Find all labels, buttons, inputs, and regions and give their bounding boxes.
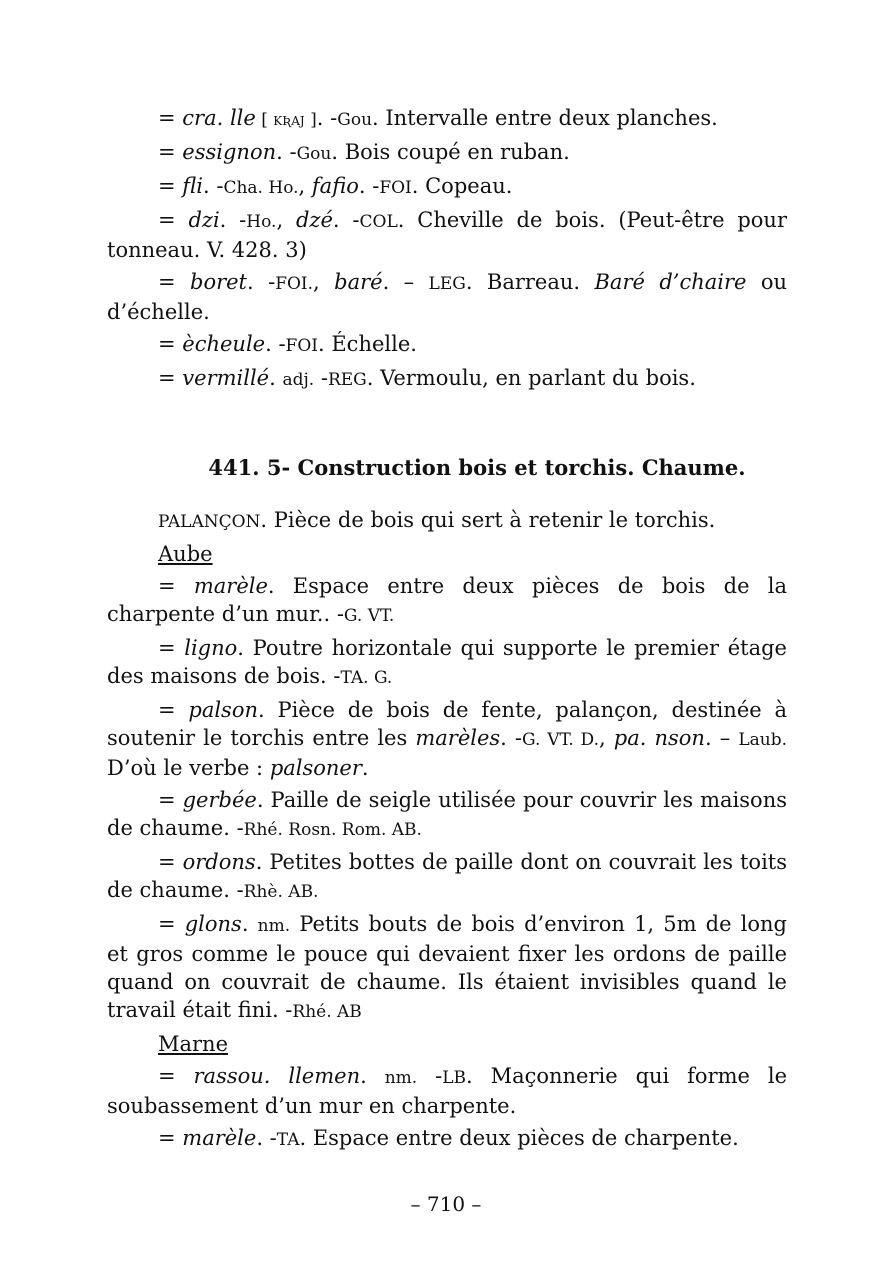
locality: COL [359,212,398,232]
headword: boret [190,270,247,294]
eq-sign: = [158,574,194,598]
entry-boret [107,268,787,326]
definition: . Cheville de bois. (Peut-être pour tonneau. V. 428. 3) [107,208,788,262]
locality: REG [327,370,367,390]
grammar-tag: adj. [282,370,315,390]
headword-variant: dzé [295,208,333,232]
eq-sign: = [158,636,185,660]
locality: FOI [379,178,412,198]
headword: ordons [182,850,256,874]
phon-open: [ [255,110,274,130]
locality: Gou [337,110,373,130]
headword: ècheule [182,332,266,356]
locality: LB [442,1068,466,1088]
locality: Rhé. Rosn. Rom. AB. [243,820,422,840]
eq-sign: = [158,270,190,294]
eq-sign: = [158,698,189,722]
definition: D’où le verbe : [107,756,270,780]
entry-marele-marne [107,1124,787,1154]
locality: TA. G. [340,668,393,688]
headword: cra. lle [182,106,256,130]
entry-glons [107,910,787,1026]
sep: . - [219,208,247,232]
region-heading-marne [107,1030,787,1058]
entry-gerbee [107,786,787,844]
entry-marele [107,572,787,630]
locality: Ho. [246,212,277,232]
entry-vermille [107,364,787,394]
term: PALANÇON [158,512,261,532]
sep: - [314,366,328,390]
locality: LEG [428,274,466,294]
phonetic: kʀaj [273,110,305,130]
sep: . [361,756,369,780]
eq-sign: = [158,1126,183,1150]
sep: . [360,1064,385,1088]
eq-sign: = [158,332,183,356]
eq-sign: = [158,850,183,874]
headword: glons [184,912,242,936]
headword-variant: baré [334,270,383,294]
definition: ou d’échelle. [107,270,788,324]
definition: . Échelle. [318,332,417,356]
sep: . - [316,106,338,130]
headword: ligno [184,636,238,660]
entry-ordons [107,848,787,906]
verb: palsoner [269,756,362,780]
sep: . [269,366,283,390]
sep: . [241,912,258,936]
locality: G. VT. [343,606,395,626]
entry-fli [107,172,787,202]
locality: Cha. Ho. [223,178,299,198]
sep: . – [382,270,429,294]
headword: rassou. llemen [193,1064,361,1088]
entry-rassoullemen [107,1062,787,1120]
sep: . - [276,140,297,164]
entry-palancon [107,506,787,536]
sep: . - [203,174,224,198]
headword: marèle [182,1126,257,1150]
locality: Gou [296,144,332,164]
page-number: – 710 – [410,1192,482,1216]
locality: FOI [285,336,318,356]
region-heading-aube [107,540,787,568]
headword-variant: fafio [311,174,359,198]
headword: vermillé [182,366,270,390]
sep: . - [358,174,380,198]
sep: . - [256,1126,277,1150]
page-body [107,104,787,1154]
eq-sign: = [158,106,183,130]
definition: . Espace entre deux pièces de bois de la charpente d’un mur.. - [107,574,787,626]
definition: . Poutre horizontale qui supporte le premier étage des maisons de bois. - [107,636,787,688]
eq-sign: = [158,788,183,812]
eq-sign: = [158,208,189,232]
locality: Laub. [738,730,787,750]
entry-cra-lle [107,104,787,134]
sep: . - [500,726,523,750]
definition: . Espace entre deux pièces de charpente. [299,1126,739,1150]
region-label: Aube [158,542,213,566]
region-label: Marne [158,1032,229,1056]
eq-sign: = [158,174,183,198]
sep: , [298,174,312,198]
sep: , [599,726,614,750]
phrase: Baré d’chaire [594,270,747,294]
phon-close: ] [304,110,317,130]
sep: . - [247,270,276,294]
definition: . Paille de seigle utilisée pour couvrir les maisons de chaume. - [107,788,787,840]
locality: Rhé. AB [292,1002,362,1022]
definition: . Pièce de bois qui sert à retenir le torchis. [260,508,716,532]
sep: . - [265,332,286,356]
headword: fli [182,174,204,198]
headword: palson [188,698,258,722]
definition: . Maçonnerie qui forme le soubassement d’un mur en charpente. [107,1064,788,1118]
locality: TA [276,1130,300,1150]
definition: . Pièce de bois de fente, palançon, destinée à soutenir le torchis entre les [107,698,787,750]
entry-ligno [107,634,787,692]
headword: marèle [193,574,268,598]
locality: FOI. [275,274,314,294]
locality: G. VT. D. [522,730,599,750]
headword: dzi [188,208,220,232]
definition: Petits bouts de bois d’environ 1, 5m de long et gros comme le pouce qui devaient fixer les ordons de paille quand on couvrait de chaume. Ils étaient invisibles quand le travail était fini. - [107,912,787,1022]
definition: . Intervalle entre deux planches. [372,106,718,130]
sep: . – [704,726,739,750]
definition: . Vermoulu, en parlant du bois. [366,366,696,390]
section-heading: 441. 5- Construction bois et torchis. Chaume. [208,455,746,480]
locality: Rhè. AB. [243,882,319,902]
entry-echeule [107,330,787,360]
sep: , [313,270,335,294]
headword-variant: pa. nson [613,726,705,750]
grammar-tag: nm. [384,1068,418,1088]
eq-sign: = [158,366,183,390]
sep: - [417,1064,443,1088]
cross-reference: marèles [415,726,501,750]
sep: . - [332,208,360,232]
definition: . Copeau. [411,174,513,198]
eq-sign: = [158,140,183,164]
definition: . Petites bottes de paille dont on couvrait les toits de chaume. - [107,850,788,902]
definition: . Barreau. [465,270,595,294]
definition: . Bois coupé en ruban. [331,140,570,164]
headword: gerbée [182,788,257,812]
headword: essignon [182,140,277,164]
grammar-tag: nm. [257,916,291,936]
entry-palson [107,696,787,782]
eq-sign: = [158,912,185,936]
entry-essignon [107,138,787,168]
entry-dzi [107,206,787,264]
sep: , [276,208,296,232]
eq-sign: = [158,1064,194,1088]
